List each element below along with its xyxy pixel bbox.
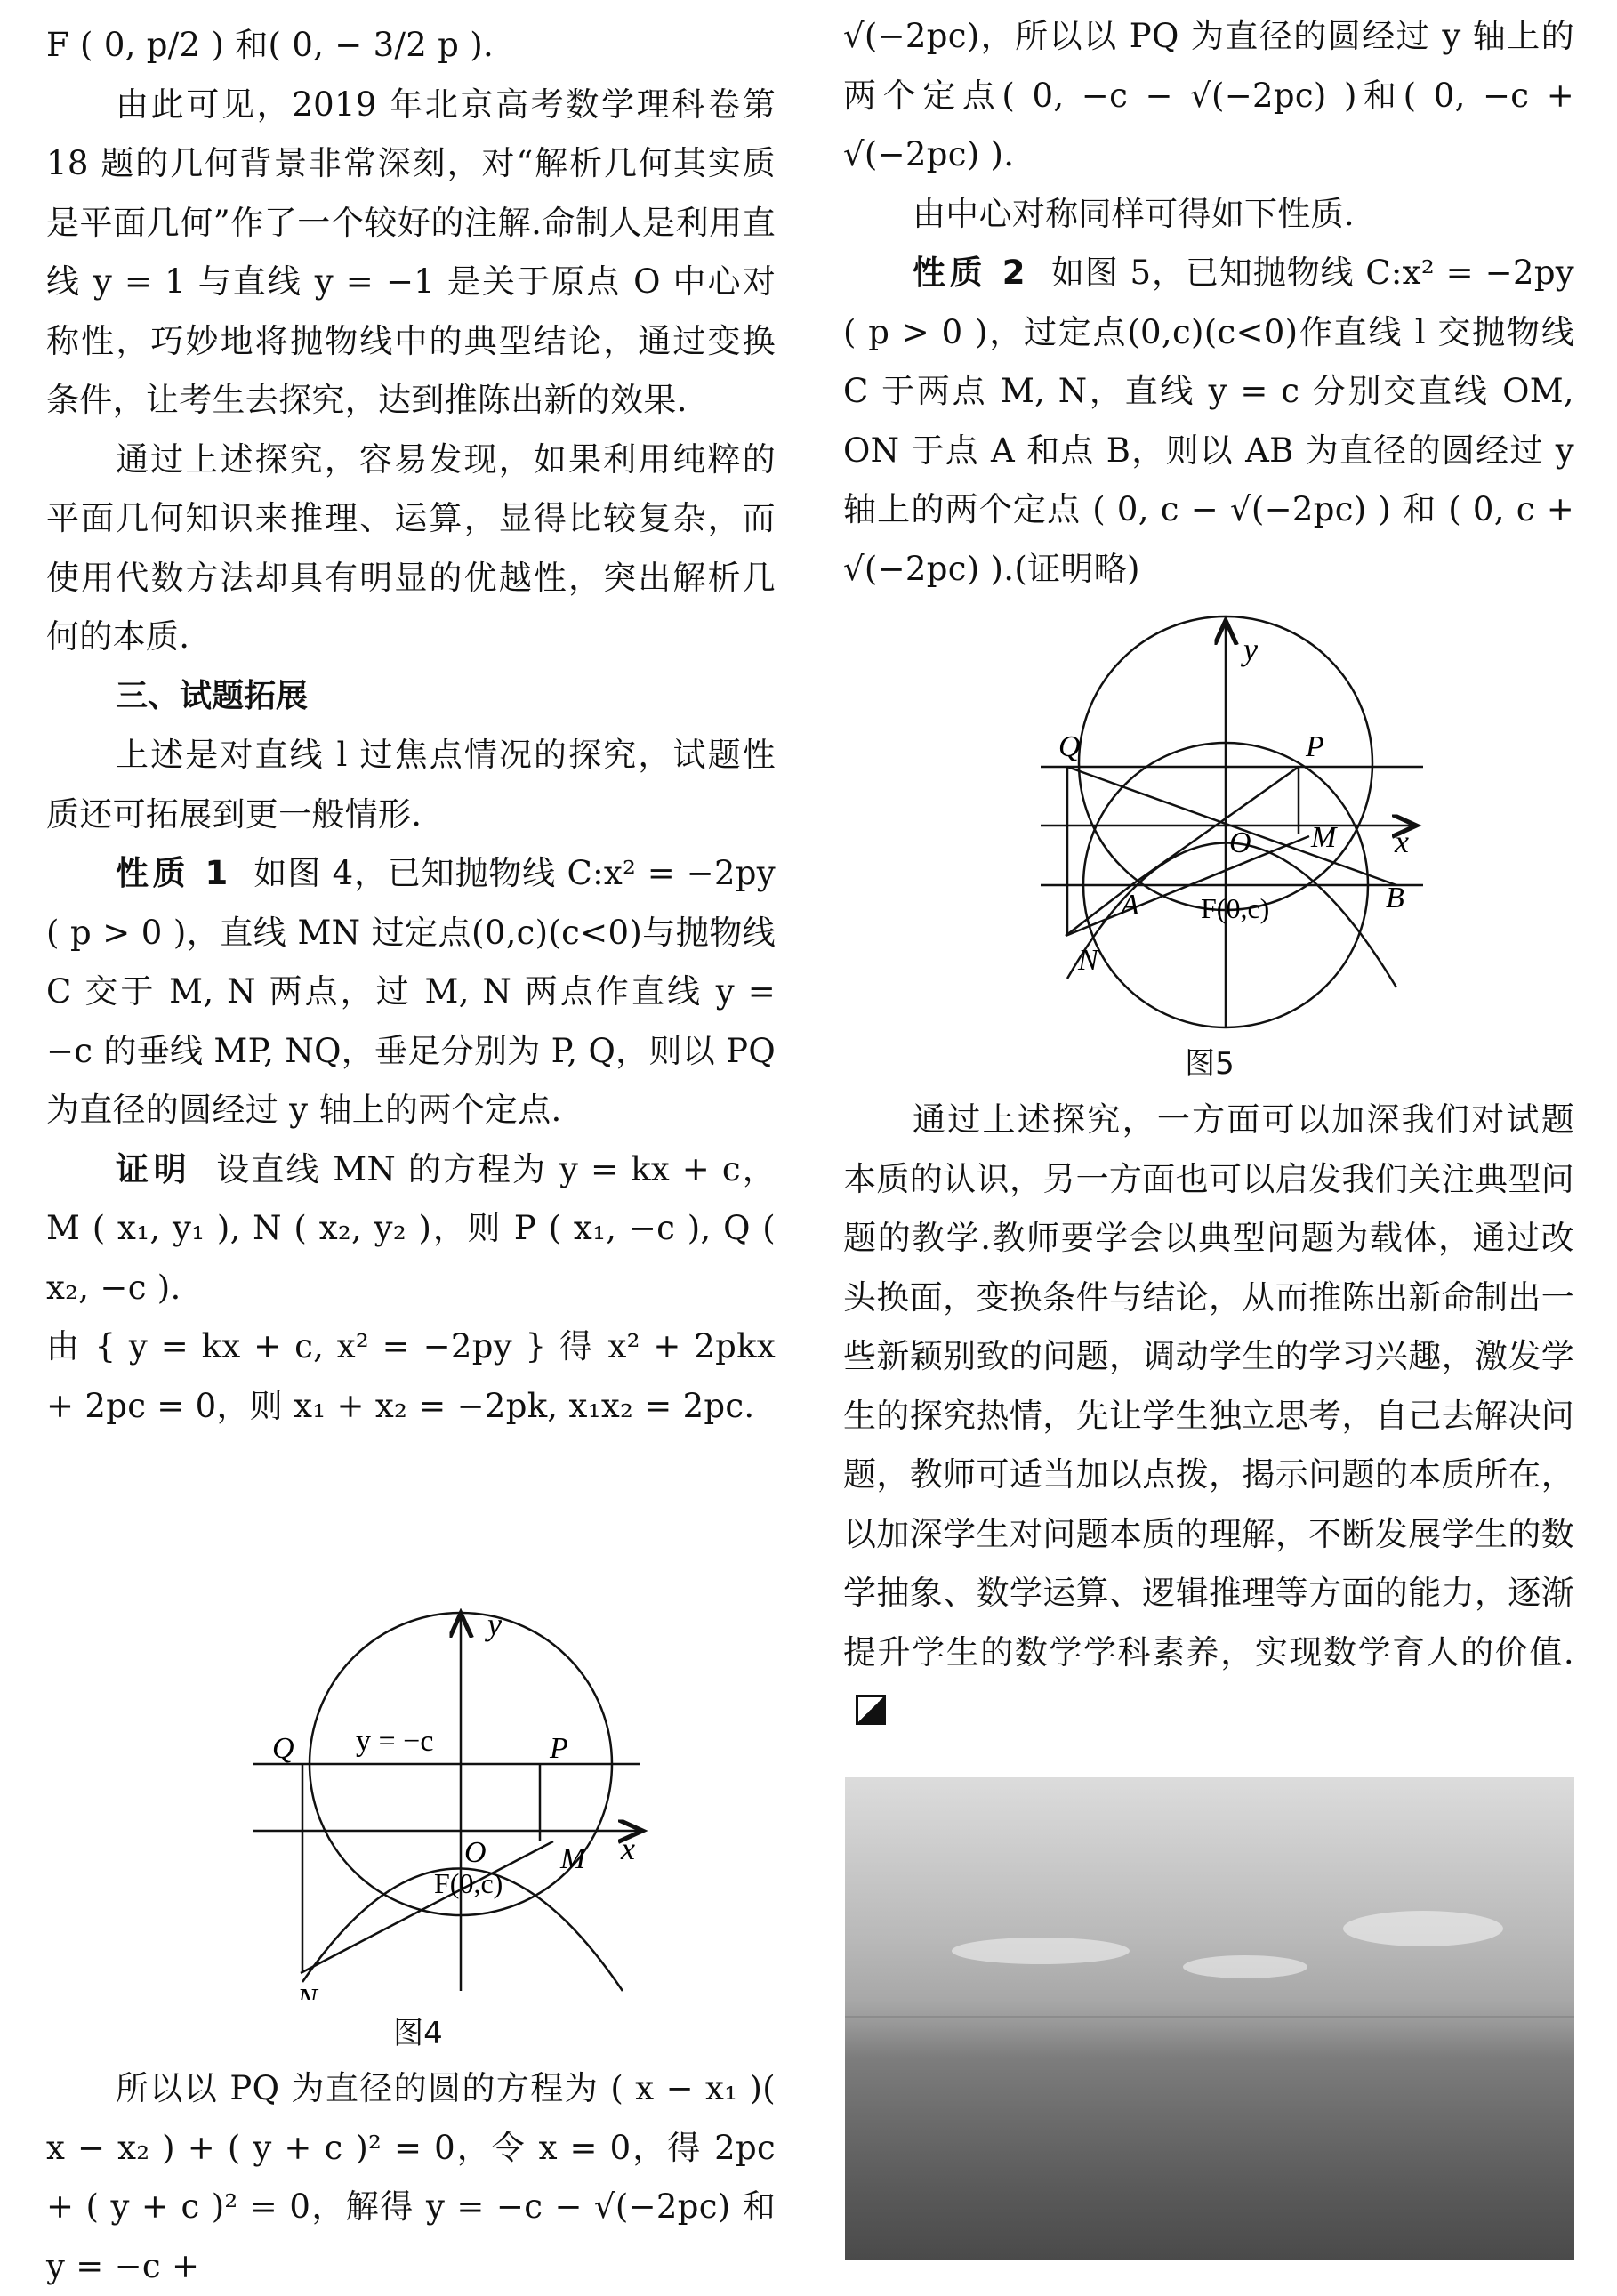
conclusion-text: 通过上述探究，一方面可以加深我们对试题本质的认识，另一方面也可以启发我们关注典型问题的教学.教师要学会以典型问题为载体，通过改头换面，变换条件与结论，从而推陈出新命制出一些新颖别致的问题，调动学生的学习兴趣，激发学生的探究热情，先让学生独立思考，自己去解决问题，教师可适当加以点拨，揭示问题的本质所在，以加深学生对问题本质的理解，不断发展学生的数学抽象、数学运算、逻辑推理等方面的能力，逐渐提升学生的数学学科素养，实现数学育人的价值. bbox=[843, 1100, 1574, 1672]
property-2 bbox=[843, 244, 1574, 599]
figure-5 bbox=[1032, 614, 1432, 1032]
horizon-line bbox=[845, 2016, 1574, 2018]
property-2-text: 如图 5，已知抛物线 C:x² = −2py ( p > 0 )，过定点(0,c)(c<0)作直线 l 交抛物线 C 于两点 M, N，直线 y = c 分别交直线 OM, ON 于点 A 和点 B，则以 AB 为直径的圆经过 y 轴上的两个定点 ( 0, c − √(−2pc) ) 和 ( 0, c + √(−2pc) ).(证明略) bbox=[843, 254, 1575, 588]
right-bottom bbox=[843, 1091, 1574, 1742]
property-1-text: 如图 4，已知抛物线 C:x² = −2py ( p > 0 )，直线 MN 过定点(0,c)(c<0)与抛物线 C 交于 M, N 两点，过 M, N 两点作直线 y = −c 的垂线 MP, NQ，垂足分别为 P, Q，则以 PQ 为直径的圆经过 y 轴上的两个定点. bbox=[46, 854, 776, 1129]
left-column bbox=[46, 0, 776, 1436]
label-o: O bbox=[464, 1836, 487, 1869]
text-line-focus-points: F ( 0, p/2 ) 和( 0, − 3/2 p ). bbox=[46, 26, 495, 64]
label-x: x bbox=[1395, 824, 1409, 859]
cloud-icon bbox=[1183, 1955, 1307, 1978]
label-p: P bbox=[550, 1732, 568, 1765]
right-column bbox=[843, 0, 1574, 599]
line-mn bbox=[301, 1841, 553, 1973]
cloud-icon bbox=[1343, 1911, 1503, 1946]
label-f: F(0,c) bbox=[434, 1867, 503, 1899]
paragraph-extension: 上述是对直线 l 过焦点情况的探究，试题性质还可拓展到更一般情形. bbox=[46, 736, 776, 834]
paragraph-fixed-points: √(−2pc)，所以以 PQ 为直径的圆经过 y 轴上的两个定点( 0, −c − √(−2pc) )和( 0, −c + √(−2pc) ). bbox=[843, 17, 1574, 173]
figure-4-diagram bbox=[240, 1608, 667, 2000]
label-x: x bbox=[621, 1831, 635, 1866]
label-q: Q bbox=[1058, 730, 1081, 763]
end-mark-icon bbox=[856, 1695, 886, 1725]
label-y: y bbox=[487, 1608, 502, 1642]
label-b: B bbox=[1386, 882, 1404, 914]
paragraph-circle-equation: 所以以 PQ 为直径的圆的方程为 ( x − x₁ )( x − x₂ ) + ( y + c )² = 0，令 x = 0，得 2pc + ( y + c )² = 0，解得 y = −c − √(−2pc) 和 y = −c + bbox=[46, 2069, 776, 2285]
label-p: P bbox=[1306, 730, 1324, 763]
proof-system: 由 { y = kx + c, x² = −2py } 得 x² + 2pkx + 2pc = 0，则 x₁ + x₂ = −2pk, x₁x₂ = 2pc. bbox=[46, 1327, 776, 1425]
paragraph-conclusion bbox=[843, 1091, 1574, 1742]
section-heading: 三、试题拓展 bbox=[116, 677, 309, 714]
proof-paragraph bbox=[46, 1140, 776, 1318]
figure-5-caption: 图5 bbox=[1185, 1046, 1235, 1082]
label-m: M bbox=[1311, 821, 1337, 854]
label-y: y bbox=[1243, 632, 1258, 667]
proof-text: 设直线 MN 的方程为 y = kx + c，M ( x₁, y₁ ), N ( x₂, y₂ )，则 P ( x₁, −c ), Q ( x₂, −c ). bbox=[46, 1149, 776, 1307]
cloud-icon bbox=[952, 1938, 1130, 1964]
proof-lead: 证明 bbox=[116, 1149, 192, 1188]
figure-5-diagram bbox=[1032, 614, 1432, 1032]
sea-photo bbox=[845, 1777, 1574, 2260]
paragraph-exploration: 通过上述探究，容易发现，如果利用纯粹的平面几何知识来推理、运算，显得比较复杂，而使用代数方法却具有明显的优越性，突出解析几何的本质. bbox=[46, 439, 776, 656]
label-n: N bbox=[297, 1983, 318, 2000]
figure-4 bbox=[240, 1608, 667, 2000]
left-bottom bbox=[46, 2059, 776, 2296]
label-f: F(0,c) bbox=[1201, 892, 1270, 924]
paragraph-background: 由此可见，2019 年北京高考数学理科卷第 18 题的几何背景非常深刻，对“解析几何其实质是平面几何”作了一个较好的注解.命制人是利用直线 y = 1 与直线 y = −1 是关于原点 O 中心对称性，巧妙地将抛物线中的典型结论，通过变换条件，让考生去探究，达到推陈出新的效果. bbox=[46, 85, 776, 419]
property-1 bbox=[46, 844, 776, 1140]
paragraph-symmetry: 由中心对称同样可得如下性质. bbox=[913, 194, 1355, 233]
label-o: O bbox=[1229, 826, 1251, 859]
label-q: Q bbox=[272, 1732, 294, 1765]
label-n: N bbox=[1078, 944, 1098, 977]
label-a: A bbox=[1121, 889, 1139, 922]
property-2-lead: 性质 2 bbox=[913, 254, 1029, 292]
label-line: y = −c bbox=[356, 1725, 434, 1758]
figure-4-caption: 图4 bbox=[393, 2016, 443, 2051]
property-1-lead: 性质 1 bbox=[116, 854, 232, 892]
label-m: M bbox=[560, 1842, 586, 1875]
